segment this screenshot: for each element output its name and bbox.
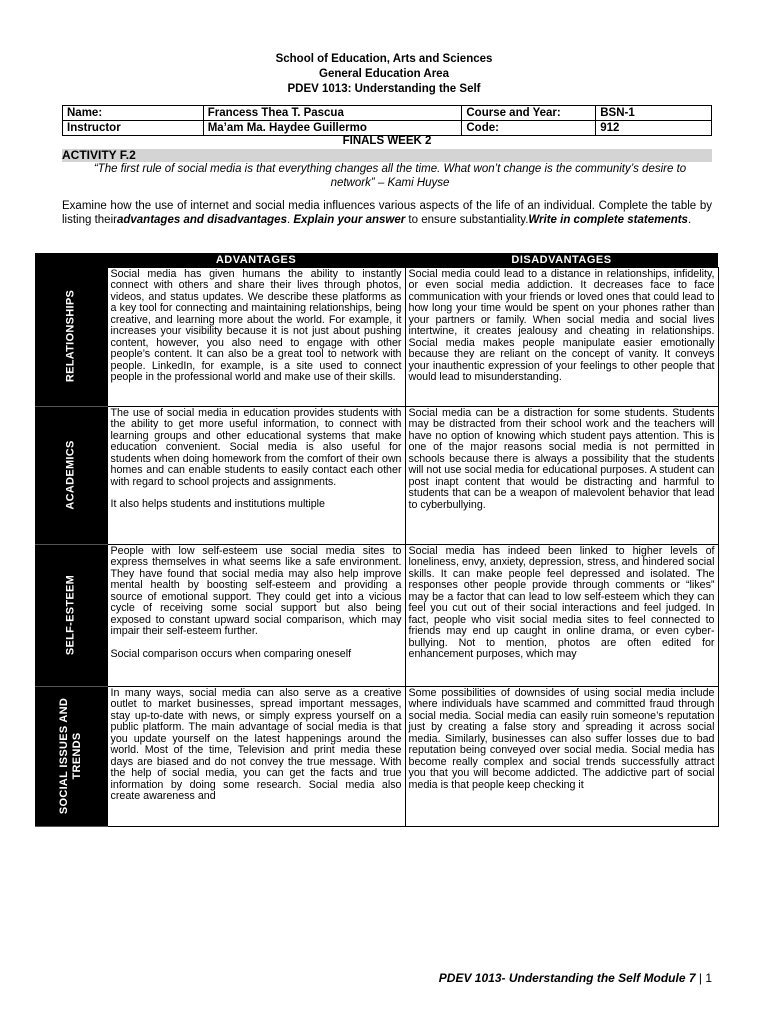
instructions-text-1: Examine how the use of internet and social media influences various aspects of the life of an individual. Complete the table by listing their xyxy=(62,200,712,226)
instructions xyxy=(62,199,712,227)
footer-separator: | xyxy=(695,971,706,985)
activity-quote: “The first rule of social media is that everything changes all the time. What won’t change is the community’s desire to network” – Kami Huyse xyxy=(93,163,687,189)
row-label: ACADEMICS xyxy=(64,440,77,510)
disadvantages-cell xyxy=(405,406,718,544)
advantages-text-continued: It also helps students and institutions multiple xyxy=(110,498,325,510)
corner-cell xyxy=(35,253,107,267)
instructions-emphasis-2: Explain your answer xyxy=(293,214,406,226)
table-row xyxy=(35,544,718,686)
disadvantages-cell xyxy=(405,544,718,686)
finals-heading: FINALS WEEK 2 xyxy=(342,135,432,147)
code-label: Code: xyxy=(462,121,596,136)
disadvantages-text: Social media has indeed been linked to higher levels of loneliness, envy, anxiety, depression, stress, and hindered social skills. It can make people feel depressed and isolated. The responses other people provide through comments or “likes” may be a factor that can lead to low self-esteem which they can feel you cut out of their social interactions and feel judged. In fact, people who visit social media sites to feel connected to friends may end up caught in online drama, or even cyber-bullying. Not to mention, photos are often edited for enhancement purposes, which may xyxy=(408,544,715,660)
advantages-text-continued: Social comparison occurs when comparing oneself xyxy=(110,647,352,660)
advantages-text: Social media has given humans the ability to instantly connect with others and share their lives through photos, videos, and status updates. We describe these platforms as a key tool for connecting and maintaining relationships, being creative, and learning more about the world. For example, it increases your visibility because it is not just about pushing content, however, you also need to engage with other people’s content. It can also be a great tool to network with people. LinkedIn, for example, is a site used to connect people in the professional world and make use of their skills. xyxy=(110,267,402,383)
activity-bar xyxy=(62,149,712,162)
instructions-emphasis-1: advantages and disadvantages xyxy=(116,214,287,226)
page-footer xyxy=(439,971,712,985)
row-label-cell xyxy=(35,544,107,686)
instructions-text-3: to ensure substantiality. xyxy=(405,214,529,226)
course-value: BSN-1 xyxy=(596,106,712,121)
instructions-emphasis-3: Write in complete statements xyxy=(528,214,688,226)
disadvantages-text: Social media could lead to a distance in relationships, infidelity, or even social media addiction. It decreases face to face communication with your friends or loved ones that could lead to how long your time would be spent on your phones rather than your partners or family. When social media and social lives intertwine, it creates jealousy and cheating in relationships. Social media makes people manipulate easier emotionally because they are reliant on the concept of vanity. It conveys your inauthentic expression of your feelings to other people that would lead to misunderstanding. xyxy=(408,267,715,383)
name-label: Name: xyxy=(63,106,204,121)
student-info-table xyxy=(62,105,712,136)
row-label: SOCIAL ISSUES AND TRENDS xyxy=(57,697,83,815)
code-value: 912 xyxy=(596,121,712,136)
column-header-advantages: ADVANTAGES xyxy=(107,253,405,267)
instructions-text-2: . xyxy=(286,214,294,226)
row-label: SELF-ESTEEM xyxy=(64,574,77,656)
instructor-label: Instructor xyxy=(63,121,204,136)
table-row xyxy=(35,686,718,826)
advantages-cell xyxy=(107,267,405,406)
instructions-text-4: . xyxy=(687,214,692,226)
advantages-cell xyxy=(107,686,405,826)
advantages-cell xyxy=(107,544,405,686)
activity-title: ACTIVITY F.2 xyxy=(62,148,136,162)
disadvantages-text: Social media can be a distraction for some students. Students may be distracted from their school work and the teachers will have no option of knowing which student pays attention. This is one of the major reasons social media is not permitted in schools because there is always a possibility that the students will not use social media for educational purposes. A student can post inapt content that would be distracting and harmful to students that can be a weapon of malevolent behavior that lead to cyberbullying. xyxy=(408,406,715,511)
course-label: Course and Year: xyxy=(462,106,596,121)
table-row xyxy=(35,406,718,544)
advantages-text: People with low self-esteem use social media sites to express themselves in what seems like a safe environment. They have found that social media may also help improve mental health by boosting self-esteem and providing a source of emotional support. They could get into a vicious cycle of receiving some social support but also being exposed to constant upward social comparison, which may impair their self-esteem further. xyxy=(110,544,402,637)
advantages-text: In many ways, social media can also serve as a creative outlet to market businesses, spread important messages, stay up-to-date with news, or simply express yourself on a public platform. The main advantage of social media is that you update yourself on the latest happenings around the world. Most of the time, Television and print media these days are biased and do not convey the true message. With the help of social media, you can get the facts and true information by doing some research. Social media also create awareness and xyxy=(110,686,402,802)
row-label-cell xyxy=(35,267,107,406)
document-header xyxy=(0,52,768,97)
disadvantages-cell xyxy=(405,686,718,826)
table-header-row xyxy=(35,253,718,267)
course-title: PDEV 1013: Understanding the Self xyxy=(287,83,481,95)
column-header-disadvantages: DISADVANTAGES xyxy=(405,253,718,267)
table-row xyxy=(35,267,718,406)
school-name: School of Education, Arts and Sciences xyxy=(275,53,493,65)
row-label-cell xyxy=(35,686,107,826)
instructor-value: Ma’am Ma. Haydee Guillermo xyxy=(203,121,462,136)
disadvantages-text: Some possibilities of downsides of using social media include where individuals have scammed and committed fraud through social media. Social media can easily ruin someone’s reputation just by creating a false story and spreading it across social media. Similarly, businesses can also suffer losses due to bad reputation being conveyed over social media. Social media has become really complex and social trends successfully attract you that you will become addicted. The addictive part of social media is that people keep checking it xyxy=(408,686,715,791)
advantages-text: The use of social media in education provides students with the ability to get more useful information, to connect with learning groups and other educational systems that make education convenient. Social media is also useful for students when doing homework from the comfort of their own homes and can enable students to easily contact each other with regard to school projects and assignments. xyxy=(110,406,402,488)
advantages-cell xyxy=(107,406,405,544)
disadvantages-cell xyxy=(405,267,718,406)
department-name: General Education Area xyxy=(319,68,449,80)
info-row-instructor xyxy=(63,121,712,136)
name-value: Francess Thea T. Pascua xyxy=(203,106,462,121)
advantages-disadvantages-table xyxy=(35,253,719,827)
row-label: RELATIONSHIPS xyxy=(64,290,77,383)
row-label-cell xyxy=(35,406,107,544)
page-number: 1 xyxy=(705,971,712,985)
footer-title: PDEV 1013- Understanding the Self Module 7 xyxy=(438,971,696,985)
info-row-name xyxy=(63,106,712,121)
